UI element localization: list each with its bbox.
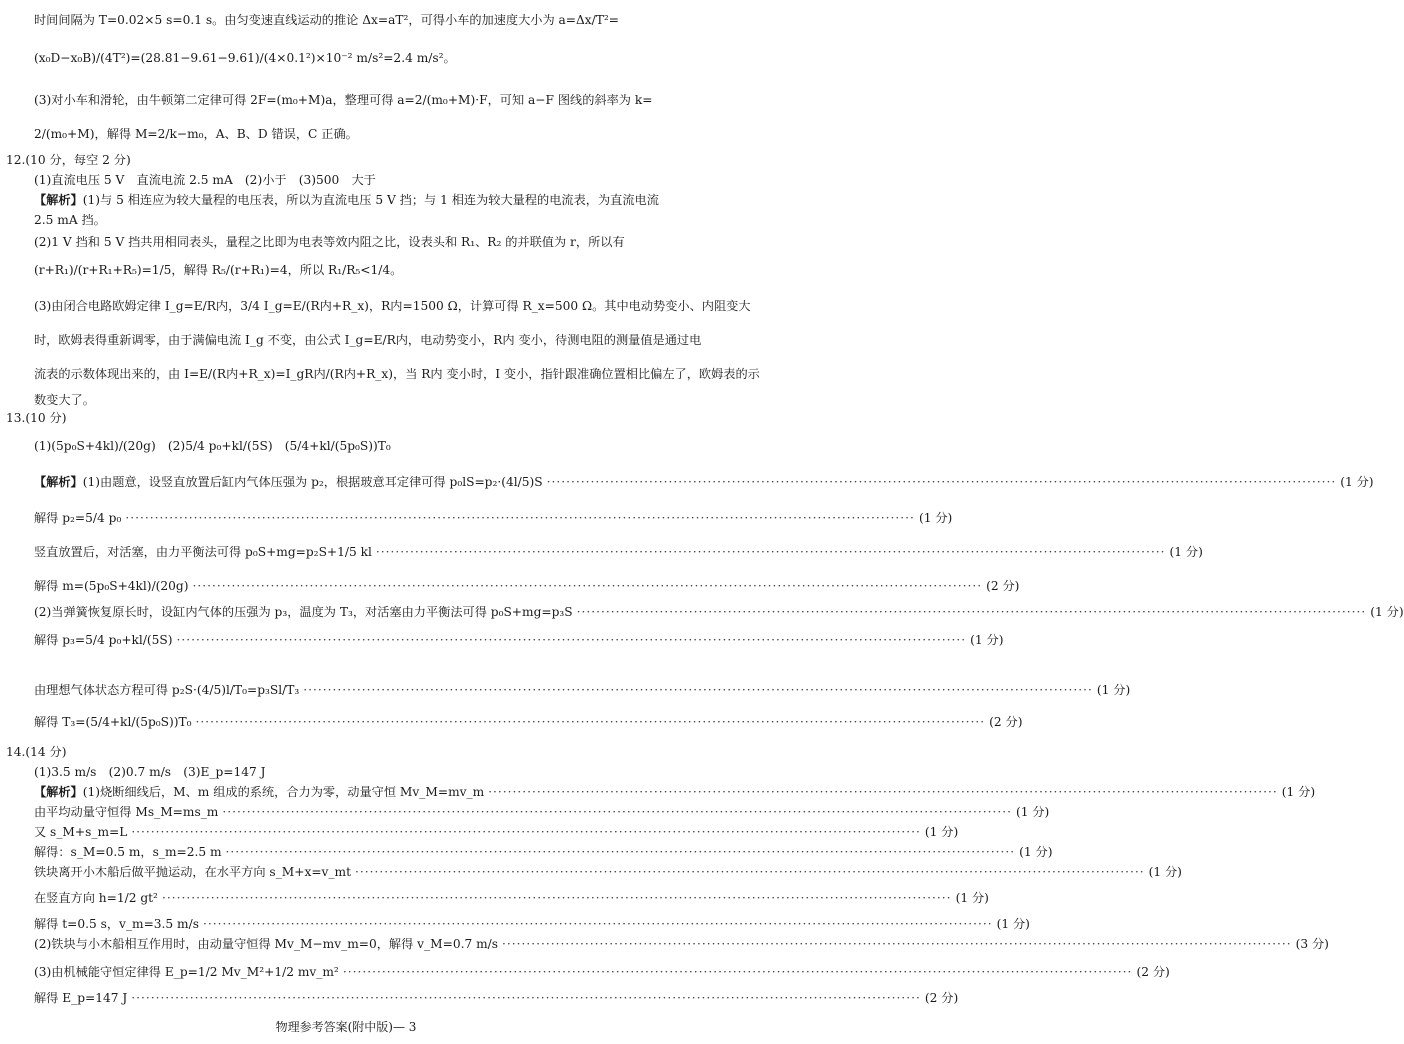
score-label: (1 分) — [955, 891, 989, 905]
leader-dots — [502, 936, 1292, 952]
leader-dots — [226, 844, 1016, 860]
analysis-line: 解得 T₃=(5/4+kl/(5p₀S))T₀ ····· (2 分) — [34, 714, 668, 730]
text-line: 时间间隔为 T=0.02×5 s=0.1 s。由匀变速直线运动的推论 Δx=aT²，可得小车的加速度大小为 a=Δx/T²= — [34, 13, 620, 27]
analysis-line: 在竖直方向 h=1/2 gt² ····· (1 分) — [34, 890, 668, 906]
text-line: (3)由闭合电路欧姆定律 I_g=E/R内，3/4 I_g=E/(R内+R_x)，R内=1500 Ω，计算可得 R_x=500 Ω。其中电动势变小、内阻变大 — [34, 299, 751, 313]
score-label: (1 分) — [1340, 475, 1374, 489]
text-line: (r+R₁)/(r+R₁+R₅)=1/5，解得 R₅/(r+R₁)=4，所以 R₁/R₅<1/4。 — [34, 263, 403, 277]
analysis-line: 解得 p₂=5/4 p₀ ····· (1 分) — [34, 510, 668, 526]
leader-dots — [303, 682, 1093, 698]
analysis-line: (3)由机械能守恒定律得 E_p=1/2 Mv_M²+1/2 mv_m² ····· (2 分) — [34, 964, 668, 980]
page-footer: 物理参考答案(附中版)— 3 — [275, 1020, 417, 1034]
analysis-tag: 【解析】 — [34, 193, 83, 207]
analysis-line: 解得 t=0.5 s，v_m=3.5 m/s ····· (1 分) — [34, 916, 668, 932]
leader-dots — [547, 474, 1337, 490]
score-label: (2 分) — [986, 579, 1020, 593]
analysis-tag: 【解析】 — [34, 785, 83, 799]
score-label: (1 分) — [1148, 865, 1182, 879]
answer-line: (1)直流电压 5 V 直流电流 2.5 mA (2)小于 (3)500 大于 — [34, 173, 376, 187]
analysis-line: 解得 m=(5p₀S+4kl)/(20g) ····· (2 分) — [34, 578, 668, 594]
leader-dots — [222, 804, 1012, 820]
leader-dots — [162, 890, 952, 906]
leader-dots — [577, 604, 1367, 620]
score-label: (1 分) — [918, 511, 953, 525]
text-line: 2.5 mA 挡。 — [34, 213, 106, 227]
leader-dots — [376, 544, 1166, 560]
analysis-line: 竖直放置后，对活塞，由力平衡法可得 p₀S+mg=p₂S+1/5 kl ····· (1 分) — [34, 544, 668, 560]
score-label: (3 分) — [1295, 937, 1329, 951]
leader-dots — [131, 824, 921, 840]
score-label: (1 分) — [1370, 605, 1404, 619]
analysis-line: 解得 E_p=147 J ····· (2 分) — [34, 990, 668, 1006]
analysis-line: 由平均动量守恒得 Ms_M=ms_m ····· (1 分) — [34, 804, 668, 820]
score-label: (1 分) — [1281, 785, 1316, 799]
leader-dots — [193, 578, 983, 594]
score-label: (1 分) — [1096, 683, 1131, 697]
analysis-line: 【解析】(1)烧断细线后，M、m 组成的系统，合力为零，动量守恒 Mv_M=mv_m ····· (1 分) — [34, 784, 668, 800]
score-label: (1 分) — [996, 917, 1030, 931]
analysis-line: 解得：s_M=0.5 m，s_m=2.5 m ····· (1 分) — [34, 844, 668, 860]
score-label: (1 分) — [1015, 805, 1050, 819]
analysis-line: 又 s_M+s_m=L ····· (1 分) — [34, 824, 668, 840]
analysis-line: 解得 p₃=5/4 p₀+kl/(5S) ····· (1 分) — [34, 632, 668, 648]
score-label: (1 分) — [970, 633, 1004, 647]
text-line: 时，欧姆表得重新调零，由于满偏电流 I_g 不变，由公式 I_g=E/R内，电动势变小，R内 变小，待测电阻的测量值是通过电 — [34, 333, 702, 347]
score-label: (1 分) — [1169, 545, 1203, 559]
analysis-line: (2)铁块与小木船相互作用时，由动量守恒得 Mv_M−mv_m=0，解得 v_M=0.7 m/s ····· (3 分) — [34, 936, 668, 952]
analysis-line: 【解析】(1)由题意，设竖直放置后缸内气体压强为 p₂，根据玻意耳定律可得 p₀lS=p₂·(4l/5)S ····· (1 分) — [34, 474, 668, 490]
analysis-line: 【解析】(1)与 5 相连应为较大量程的电压表，所以为直流电压 5 V 挡；与 1 相连为较大量程的电流表，为直流电流 — [34, 193, 659, 207]
leader-dots — [131, 990, 921, 1006]
score-label: (2 分) — [1136, 965, 1170, 979]
leader-dots — [177, 632, 967, 648]
score-label: (1 分) — [924, 825, 959, 839]
score-label: (1 分) — [1019, 845, 1053, 859]
question-heading: 14.(14 分) — [6, 745, 67, 759]
text-line: 流表的示数体现出来的，由 I=E/(R内+R_x)=I_gR内/(R内+R_x)，当 R内 变小时，I 变小，指针跟准确位置相比偏左了，欧姆表的示 — [34, 367, 760, 381]
text-line: (3)对小车和滑轮，由牛顿第二定律可得 2F=(m₀+M)a，整理可得 a=2/(m₀+M)·F，可知 a−F 图线的斜率为 k= — [34, 93, 653, 107]
text-line: (x₀D−x₀B)/(4T²)=(28.81−9.61−9.61)/(4×0.1²)×10⁻² m/s²=2.4 m/s²。 — [34, 51, 456, 65]
leader-dots — [125, 510, 915, 526]
leader-dots — [355, 864, 1145, 880]
text-line: 数变大了。 — [34, 393, 95, 407]
text-line: 2/(m₀+M)，解得 M=2/k−m₀，A、B、D 错误，C 正确。 — [34, 127, 358, 141]
score-label: (2 分) — [989, 715, 1023, 729]
analysis-line: 由理想气体状态方程可得 p₂S·(4/5)l/T₀=p₃Sl/T₃ ····· (1 分) — [34, 682, 668, 698]
question-heading: 12.(10 分，每空 2 分) — [6, 153, 131, 167]
question-heading: 13.(10 分) — [6, 411, 67, 425]
leader-dots — [488, 784, 1278, 800]
leader-dots — [203, 916, 993, 932]
answer-line: (1)(5p₀S+4kl)/(20g) (2)5/4 p₀+kl/(5S) (5/4+kl/(5p₀S))T₀ — [34, 439, 391, 453]
answer-line: (1)3.5 m/s (2)0.7 m/s (3)E_p=147 J — [34, 765, 266, 779]
leader-dots — [196, 714, 986, 730]
analysis-tag: 【解析】 — [34, 475, 83, 489]
leader-dots — [343, 964, 1133, 980]
score-label: (2 分) — [924, 991, 959, 1005]
analysis-line: 铁块离开小木船后做平抛运动，在水平方向 s_M+x=v_mt ····· (1 分) — [34, 864, 668, 880]
text-line: (2)1 V 挡和 5 V 挡共用相同表头，量程之比即为电表等效内阻之比，设表头和 R₁、R₂ 的并联值为 r，所以有 — [34, 235, 625, 249]
analysis-line: (2)当弹簧恢复原长时，设缸内气体的压强为 p₃，温度为 T₃，对活塞由力平衡法可得 p₀S+mg=p₃S ····· (1 分) — [34, 604, 668, 620]
